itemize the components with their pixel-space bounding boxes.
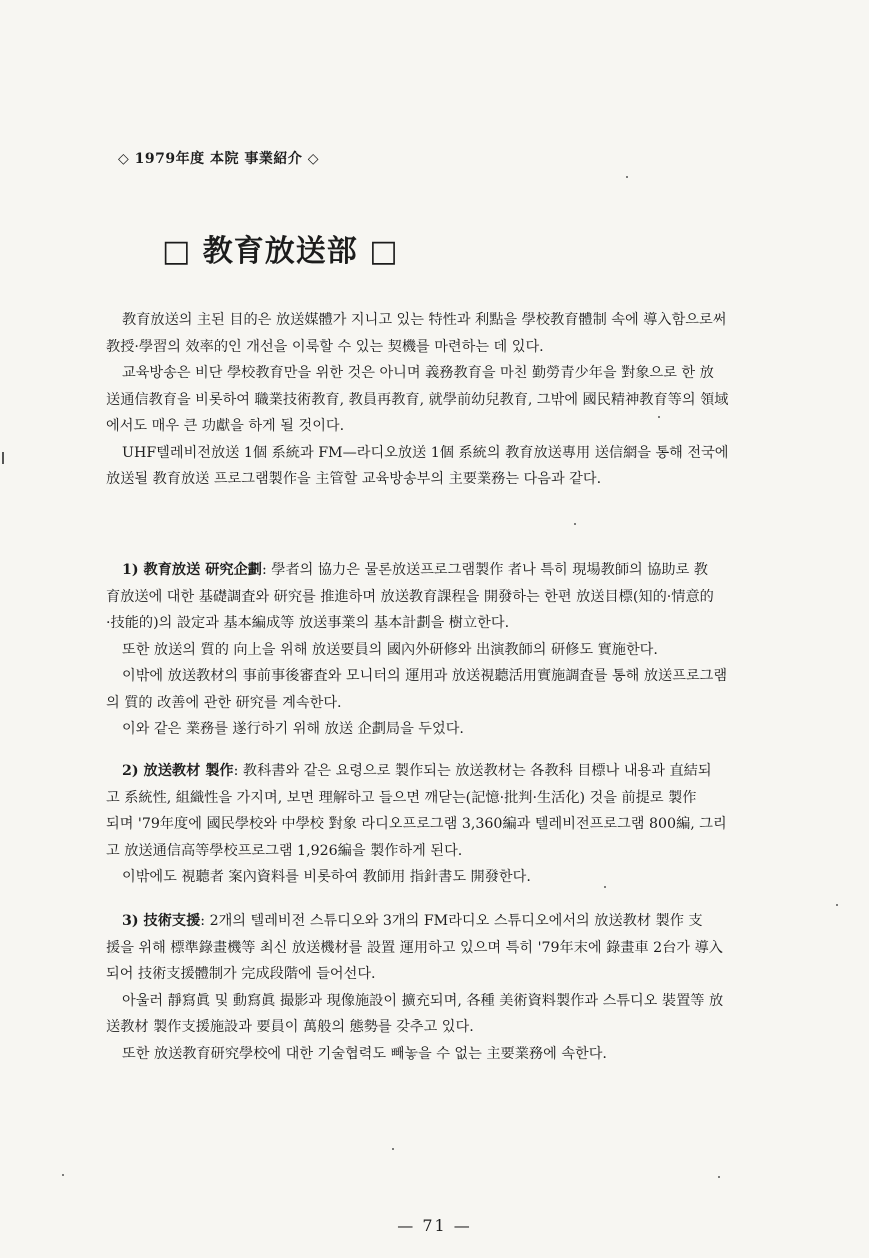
scan-artifact (604, 886, 606, 888)
section-line: 援을 위해 標準錄畫機等 최신 放送機材를 設置 運用하고 있으며 특히 '79年末에 錄畫車 2台가 導入 (106, 939, 723, 956)
section-heading: 2) 放送教材 製作 (122, 763, 234, 779)
section-material-production (106, 758, 841, 891)
section-line: 育放送에 대한 基礎調査와 研究를 推進하며 放送教育課程을 開發하는 한편 放送目標(知的·情意的 (106, 588, 714, 605)
intro-line: 放送될 教育放送 프로그램製作을 主管할 교육방송부의 主要業務는 다음과 같다. (106, 471, 602, 487)
section-line (106, 908, 841, 935)
section-line: 의 質的 改善에 관한 研究를 계속한다. (106, 694, 342, 711)
scan-artifact (392, 1148, 394, 1150)
section-line: 또한 放送의 質的 向上을 위해 放送要員의 國內外研修와 出演教師의 研修도 實施한다. (122, 641, 658, 658)
section-line: 되어 技術支援體制가 完成段階에 들어선다. (106, 966, 376, 982)
report-header: ◇ 1979年度 本院 事業紹介 ◇ (118, 151, 319, 167)
section-text: : 2개의 텔레비전 스튜디오와 3개의 FM라디오 스튜디오에서의 放送教材 製作 支 (200, 913, 703, 929)
section-heading: 1) 教育放送 研究企劃 (122, 562, 262, 578)
section-line (106, 557, 841, 584)
scan-artifact (718, 1176, 720, 1178)
scan-artifact (836, 904, 838, 906)
section-line: 아울러 靜寫眞 및 動寫眞 撮影과 現像施設이 擴充되며, 各種 美術資料製作과 스튜디오 裝置等 放 (122, 992, 724, 1009)
section-line: 이밖에도 視聽者 案內資料를 비롯하여 教師用 指針書도 開發한다. (122, 869, 531, 885)
intro-line: UHF텔레비전放送 1個 系統과 FM—라디오放送 1個 系統의 教育放送專用 送信網을 통해 전국에 (122, 444, 729, 461)
page-title: □ 教育放送部 □ (162, 234, 399, 269)
section-line: 되며 '79年度에 國民學校와 中學校 對象 라디오프로그램 3,360編과 텔레비전프로그램 800編, 그리 (106, 816, 727, 832)
intro-section (106, 307, 841, 493)
intro-line: 교육방송은 비단 學校教育만을 위한 것은 아니며 義務教育을 마친 勤勞青少年을 對象으로 한 放 (122, 365, 714, 381)
intro-line: 教授·學習의 效率的인 개선을 이룩할 수 있는 契機를 마련하는 데 있다. (106, 338, 544, 355)
section-text: : 教科書와 같은 요령으로 製作되는 放送教材는 各教科 目標나 내용과 直結되 (233, 763, 712, 779)
scan-artifact (658, 416, 660, 418)
section-line: 이와 같은 業務를 遂行하기 위해 放送 企劃局을 두었다. (122, 721, 464, 737)
section-line: 고 系統性, 組織性을 가지며, 보면 理解하고 들으면 깨닫는(記憶·批判·生活化) 것을 前提로 製作 (106, 789, 697, 806)
section-technical-support (106, 908, 841, 1067)
intro-line: 教育放送의 主된 目的은 放送媒體가 지니고 있는 特性과 利點을 學校教育體制 속에 導入함으로써 (122, 312, 727, 328)
intro-line: 에서도 매우 큰 功獻을 하게 될 것이다. (106, 418, 345, 434)
section-line: 고 放送通信高等學校프로그램 1,926編을 製作하게 된다. (106, 842, 463, 859)
section-heading: 3) 技術支援 (122, 913, 201, 929)
section-line: ·技能的)의 設定과 基本編成等 放送事業의 基本計劃을 樹立한다. (106, 615, 510, 631)
section-research-planning (106, 557, 841, 743)
section-line: 이밖에 放送教材의 事前事後審査와 모니터의 運用과 放送視聽活用實施調査를 통해 放送프로그램 (122, 668, 728, 684)
section-line: 또한 放送教育研究學校에 대한 기술협력도 빼놓을 수 없는 主要業務에 속한다. (122, 1045, 607, 1062)
scan-artifact (574, 523, 576, 525)
section-text: : 學者의 協力은 물론放送프로그램製作 者나 특히 現場教師의 協助로 教 (261, 562, 708, 578)
scan-artifact (626, 176, 628, 178)
scan-artifact (2, 452, 4, 464)
section-line: 送教材 製作支援施設과 要員이 萬般의 態勢를 갖추고 있다. (106, 1019, 474, 1035)
scan-artifact (62, 1174, 64, 1176)
section-line (106, 758, 841, 785)
page-number: — 71 — (397, 1216, 472, 1235)
intro-line: 送通信教育을 비롯하여 職業技術教育, 教員再教育, 就學前幼兒教育, 그밖에 國民精神教育等의 領域 (106, 391, 729, 408)
